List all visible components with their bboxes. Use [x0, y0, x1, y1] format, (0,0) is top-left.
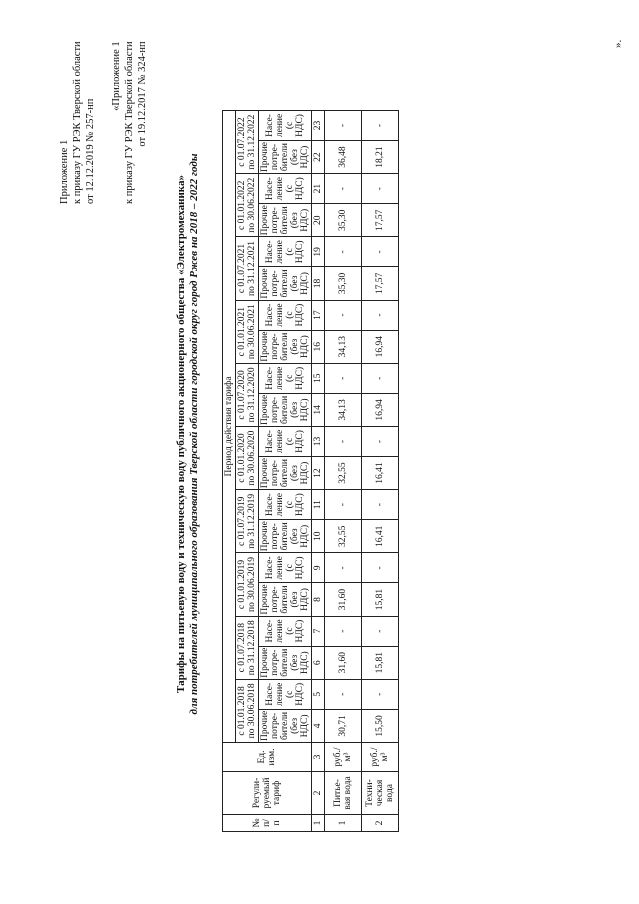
- tariff-value-cell: 17,57: [362, 267, 399, 300]
- tariff-value-cell: 15,81: [362, 646, 399, 679]
- column-number: 10: [312, 520, 325, 553]
- tariff-value-cell: -: [325, 300, 362, 330]
- column-number: 21: [312, 174, 325, 204]
- table-row: [362, 110, 399, 831]
- column-number: 14: [312, 393, 325, 426]
- appendix-line-3: от 12.12.2019 № 257-нп: [85, 98, 96, 204]
- subheader-population: Насе-ление (с НДС): [259, 426, 312, 456]
- subheader-population: Насе-ление (с НДС): [259, 616, 312, 646]
- period-header: с 01.07.2018 по 31.12.2018: [236, 616, 259, 679]
- header-row-subcolumns: [259, 110, 312, 831]
- orig-appendix-line-3: от 19.12.2017 № 324-нп: [137, 41, 148, 147]
- column-number: 23: [312, 110, 325, 140]
- subheader-other-consumers: Прочие потре-бители (без НДС): [260, 521, 310, 552]
- appendix-line-2: к приказу ГУ РЭК Тверской области: [72, 41, 83, 204]
- appendix-header: [58, 41, 97, 204]
- tariff-value-cell: 32,55: [325, 520, 362, 553]
- period-header: с 01.07.2022 по 31.12.2022: [236, 110, 259, 173]
- orig-appendix-line-1: «Приложение 1: [111, 41, 122, 111]
- original-appendix-header: [110, 41, 149, 204]
- tariff-value-cell: -: [325, 553, 362, 583]
- tariff-value-cell: 31,60: [325, 646, 362, 679]
- tariff-value-cell: 15,81: [362, 583, 399, 616]
- column-number: 15: [312, 363, 325, 393]
- column-number-row: [312, 110, 325, 831]
- subheader-other-consumers: Прочие потре-бители (без НДС): [260, 457, 310, 489]
- tariff-value-cell: -: [325, 490, 362, 520]
- header-no: № п/ п: [223, 815, 312, 832]
- tariff-value-cell: -: [362, 110, 399, 140]
- tariff-value-cell: -: [362, 426, 399, 456]
- tariff-value-cell: 36,48: [325, 140, 362, 173]
- orig-appendix-line-2: к приказу ГУ РЭК Тверской области: [124, 41, 135, 204]
- subheader-population: Насе-ление (с НДС): [259, 300, 312, 330]
- row-tariff-name: Техни-ческая вода: [362, 772, 399, 815]
- subheader-population: Насе-ление (с НДС): [259, 174, 312, 204]
- tariff-value-cell: -: [362, 237, 399, 267]
- row-unit: руб./м³: [362, 743, 399, 772]
- tariff-value-cell: -: [362, 174, 399, 204]
- tariff-value-cell: -: [362, 679, 399, 709]
- title-line-1: Тарифы на питьевую воду и техническую воду публичного акционерного общества «Электромеханика»: [175, 175, 187, 693]
- tariff-value-cell: -: [362, 300, 399, 330]
- period-header: с 01.01.2020 по 30.06.2020: [236, 426, 259, 489]
- tariff-value-cell: -: [362, 553, 399, 583]
- subheader-population: Насе-ление (с НДС): [259, 553, 312, 583]
- tariff-value-cell: -: [325, 616, 362, 646]
- tariff-value-cell: -: [325, 363, 362, 393]
- tariff-value-cell: 31,60: [325, 583, 362, 616]
- period-header: с 01.07.2021 по 31.12.2021: [236, 237, 259, 300]
- column-number: 7: [312, 616, 325, 646]
- column-number: 22: [312, 140, 325, 173]
- tariff-value-cell: 16,41: [362, 456, 399, 489]
- tariff-value-cell: 34,13: [325, 393, 362, 426]
- subheader-other-consumers: Прочие потре-бители (без НДС): [260, 331, 310, 362]
- subheader-other-consumers: Прочие потре-бители (без НДС): [260, 647, 310, 678]
- tariff-value-cell: -: [325, 237, 362, 267]
- column-number: 16: [312, 330, 325, 363]
- subheader-other-consumers: Прочие потре-бители (без НДС): [260, 205, 310, 236]
- title-line-2: для потребителей муниципального образования Тверской области городской округ город Ржев на 2018 – 2022 годы: [188, 153, 200, 715]
- row-number: 1: [325, 815, 362, 832]
- period-header: с 01.01.2021 по 30.06.2021: [236, 300, 259, 363]
- subheader-other-consumers: Прочие потре-бители (без НДС): [260, 584, 310, 615]
- column-number: 6: [312, 646, 325, 679]
- table-row: [325, 110, 362, 831]
- document-title: [175, 54, 201, 814]
- tariff-value-cell: -: [325, 174, 362, 204]
- closing-quote: ».: [612, 39, 624, 48]
- row-number: 2: [362, 815, 399, 832]
- column-number: 4: [312, 709, 325, 742]
- period-header: с 01.01.2018 по 30.06.2018: [236, 679, 259, 742]
- subheader-other-consumers: Прочие потре-бители (без НДС): [260, 394, 310, 425]
- subheader-other-consumers: Прочие потре-бители (без НДС): [260, 710, 310, 741]
- tariff-value-cell: 35,30: [325, 267, 362, 300]
- column-number: 12: [312, 456, 325, 489]
- tariff-value-cell: -: [362, 490, 399, 520]
- period-header: с 01.07.2020 по 31.12.2020: [236, 363, 259, 426]
- tariff-table: [222, 110, 399, 832]
- tariff-value-cell: 30,71: [325, 709, 362, 742]
- tariff-value-cell: 32,55: [325, 456, 362, 489]
- column-number: 19: [312, 237, 325, 267]
- period-header: с 01.01.2022 по 30.06.2022: [236, 174, 259, 237]
- row-unit: руб./м³: [325, 743, 362, 772]
- tariff-value-cell: 15,50: [362, 709, 399, 742]
- column-number: 18: [312, 267, 325, 300]
- column-number: 2: [312, 772, 325, 815]
- column-number: 13: [312, 426, 325, 456]
- header-row-1: [223, 110, 236, 831]
- header-unit: Ед. изм.: [223, 743, 312, 772]
- tariff-value-cell: 35,30: [325, 204, 362, 237]
- column-number: 20: [312, 204, 325, 237]
- header-period: Период действия тарифа: [223, 110, 236, 742]
- row-tariff-name: Питье-вая вода: [325, 772, 362, 815]
- column-number: 1: [312, 815, 325, 832]
- tariff-value-cell: -: [325, 426, 362, 456]
- appendix-line-1: Приложение 1: [59, 139, 70, 204]
- tariff-value-cell: -: [325, 110, 362, 140]
- column-number: 17: [312, 300, 325, 330]
- tariff-value-cell: 18,21: [362, 140, 399, 173]
- period-header: с 01.07.2019 по 31.12.2019: [236, 490, 259, 553]
- column-number: 3: [312, 743, 325, 772]
- header-row-periods: [236, 110, 259, 831]
- tariff-value-cell: 16,41: [362, 520, 399, 553]
- period-header: с 01.01.2019 по 30.06.2019: [236, 553, 259, 616]
- tariff-value-cell: 17,57: [362, 204, 399, 237]
- tariff-value-cell: 16,94: [362, 393, 399, 426]
- tariff-table-body: [325, 110, 399, 831]
- subheader-population: Насе-ление (с НДС): [259, 490, 312, 520]
- subheader-population: Насе-ление (с НДС): [259, 363, 312, 393]
- column-number: 11: [312, 490, 325, 520]
- header-tariff: Регули-руемый тариф: [223, 772, 312, 815]
- column-number: 9: [312, 553, 325, 583]
- column-number: 5: [312, 679, 325, 709]
- subheader-other-consumers: Прочие потре-бители (без НДС): [260, 141, 310, 173]
- tariff-value-cell: -: [325, 679, 362, 709]
- subheader-population: Насе-ление (с НДС): [259, 110, 312, 140]
- tariff-value-cell: 34,13: [325, 330, 362, 363]
- tariff-value-cell: 16,94: [362, 330, 399, 363]
- column-number: 8: [312, 583, 325, 616]
- tariff-value-cell: -: [362, 616, 399, 646]
- subheader-population: Насе-ление (с НДС): [259, 237, 312, 267]
- subheader-population: Насе-ление (с НДС): [259, 679, 312, 709]
- subheader-other-consumers: Прочие потре-бители (без НДС): [260, 268, 310, 299]
- tariff-value-cell: -: [362, 363, 399, 393]
